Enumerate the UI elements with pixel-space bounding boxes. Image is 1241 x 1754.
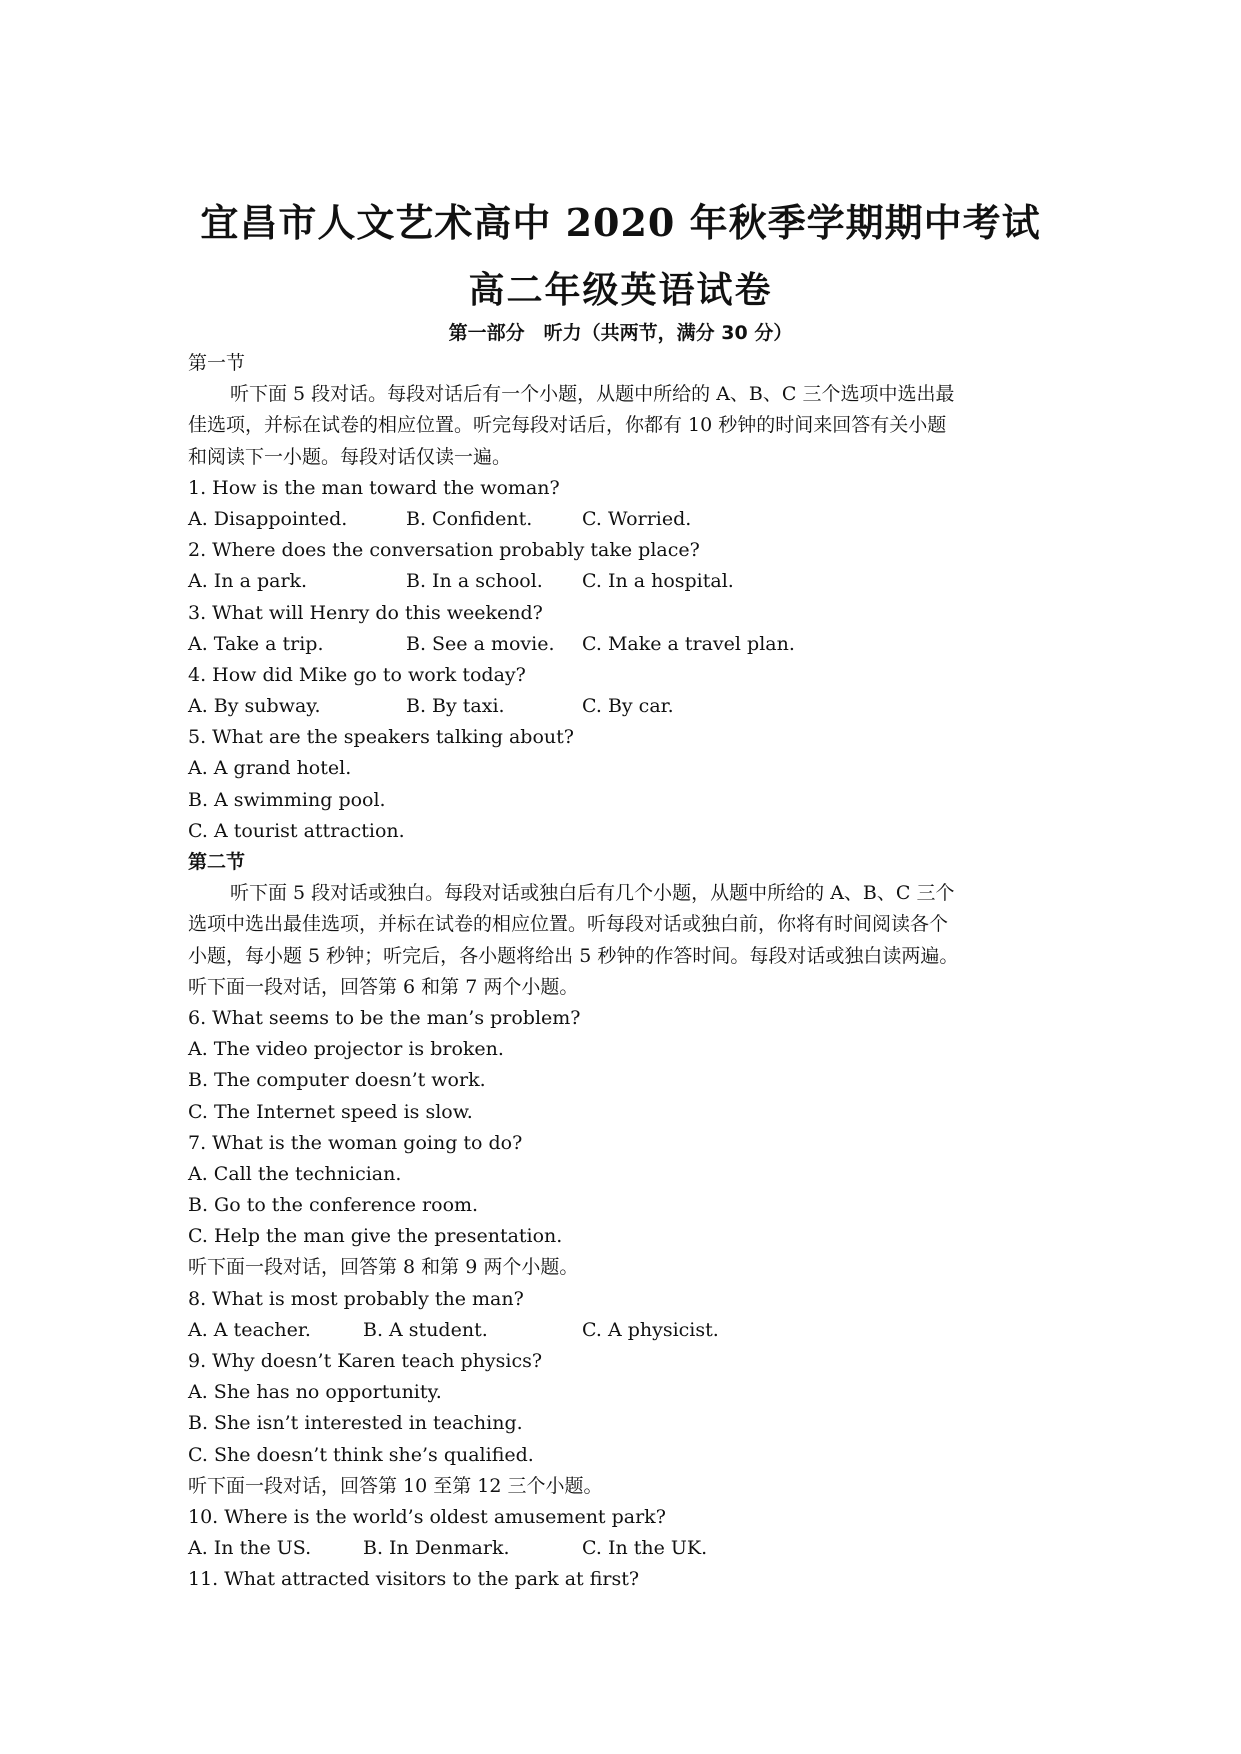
option-8c: C. A physicist.	[582, 1318, 719, 1341]
option-4b: B. By taxi.	[406, 695, 505, 718]
exam-subtitle: 高二年级英语试卷	[468, 269, 773, 311]
option-5b: B. A swimming pool.	[188, 788, 386, 811]
option-2c: C. In a hospital.	[582, 570, 734, 593]
option-1c: C. Worried.	[582, 507, 692, 530]
section1-instructions-line2: 佳选项，并标在试卷的相应位置。听完每段对话后，你都有 10 秒钟的时间来回答有关小题	[188, 414, 947, 437]
question-7: 7. What is the woman going to do?	[188, 1131, 523, 1154]
option-6c: C. The Internet speed is slow.	[188, 1100, 473, 1123]
section2-instructions-line2: 选项中选出最佳选项，并标在试卷的相应位置。听每段对话或独白前，你将有时间阅读各个	[188, 913, 949, 936]
options-1	[188, 504, 1058, 535]
option-9b: B. She isn’t interested in teaching.	[188, 1412, 523, 1435]
question-2: 2. Where does the conversation probably take place?	[188, 539, 700, 562]
option-2a: A. In a park.	[188, 570, 308, 593]
option-7c: C. Help the man give the presentation.	[188, 1225, 563, 1248]
option-3b: B. See a movie.	[406, 632, 555, 655]
group-instruction-10-12: 听下面一段对话，回答第 10 至第 12 三个小题。	[188, 1474, 603, 1497]
question-8: 8. What is most probably the man?	[188, 1287, 524, 1310]
section2-heading: 第二节	[188, 851, 246, 873]
section2-instructions-line1: 听下面 5 段对话或独白。每段对话或独白后有几个小题，从题中所给的 A、B、C 三个	[230, 882, 955, 905]
option-3a: A. Take a trip.	[188, 632, 324, 655]
question-10: 10. Where is the world’s oldest amusement park?	[188, 1505, 666, 1528]
option-3c: C. Make a travel plan.	[582, 632, 795, 655]
option-1a: A. Disappointed.	[188, 507, 348, 530]
options-3	[188, 629, 1058, 660]
option-9a: A. She has no opportunity.	[188, 1381, 442, 1404]
option-6b: B. The computer doesn’t work.	[188, 1069, 486, 1092]
option-10b: B. In Denmark.	[363, 1537, 510, 1560]
option-5a: A. A grand hotel.	[188, 757, 352, 780]
options-10	[188, 1533, 1058, 1564]
exam-body	[188, 348, 1058, 1596]
option-4a: A. By subway.	[188, 695, 321, 718]
group-instruction-8-9: 听下面一段对话，回答第 8 和第 9 两个小题。	[188, 1256, 579, 1279]
question-6: 6. What seems to be the man’s problem?	[188, 1006, 581, 1029]
option-2b: B. In a school.	[406, 570, 543, 593]
question-3: 3. What will Henry do this weekend?	[188, 601, 543, 624]
option-7a: A. Call the technician.	[188, 1162, 402, 1185]
section1-instructions-line1: 听下面 5 段对话。每段对话后有一个小题，从题中所给的 A、B、C 三个选项中选出最	[230, 383, 955, 406]
options-2	[188, 566, 1058, 597]
option-10c: C. In the UK.	[582, 1537, 708, 1560]
options-8	[188, 1315, 1058, 1346]
option-8a: A. A teacher.	[188, 1318, 311, 1341]
option-4c: C. By car.	[582, 695, 674, 718]
option-1b: B. Confident.	[406, 507, 533, 530]
option-10a: A. In the US.	[188, 1537, 312, 1560]
question-1: 1. How is the man toward the woman?	[188, 476, 560, 499]
options-4	[188, 691, 1058, 722]
option-5c: C. A tourist attraction.	[188, 819, 405, 842]
question-4: 4. How did Mike go to work today?	[188, 663, 526, 686]
section1-heading: 第一节	[188, 352, 246, 374]
part-heading: 第一部分 听力（共两节，满分 30 分）	[448, 322, 793, 344]
question-5: 5. What are the speakers talking about?	[188, 726, 574, 749]
question-11: 11. What attracted visitors to the park at first?	[188, 1568, 640, 1591]
option-8b: B. A student.	[363, 1318, 488, 1341]
group-instruction-6-7: 听下面一段对话，回答第 6 和第 7 两个小题。	[188, 975, 579, 998]
option-6a: A. The video projector is broken.	[188, 1038, 504, 1061]
option-9c: C. She doesn’t think she’s qualified.	[188, 1443, 534, 1466]
question-9: 9. Why doesn’t Karen teach physics?	[188, 1350, 543, 1372]
section2-instructions-line3: 小题，每小题 5 秒钟；听完后，各小题将给出 5 秒钟的作答时间。每段对话或独白读两遍。	[188, 944, 959, 967]
exam-title: 宜昌市人文艺术高中 2020 年秋季学期期中考试	[200, 200, 1041, 245]
option-7b: B. Go to the conference room.	[188, 1194, 479, 1217]
section1-instructions-line3: 和阅读下一小题。每段对话仅读一遍。	[188, 445, 512, 468]
